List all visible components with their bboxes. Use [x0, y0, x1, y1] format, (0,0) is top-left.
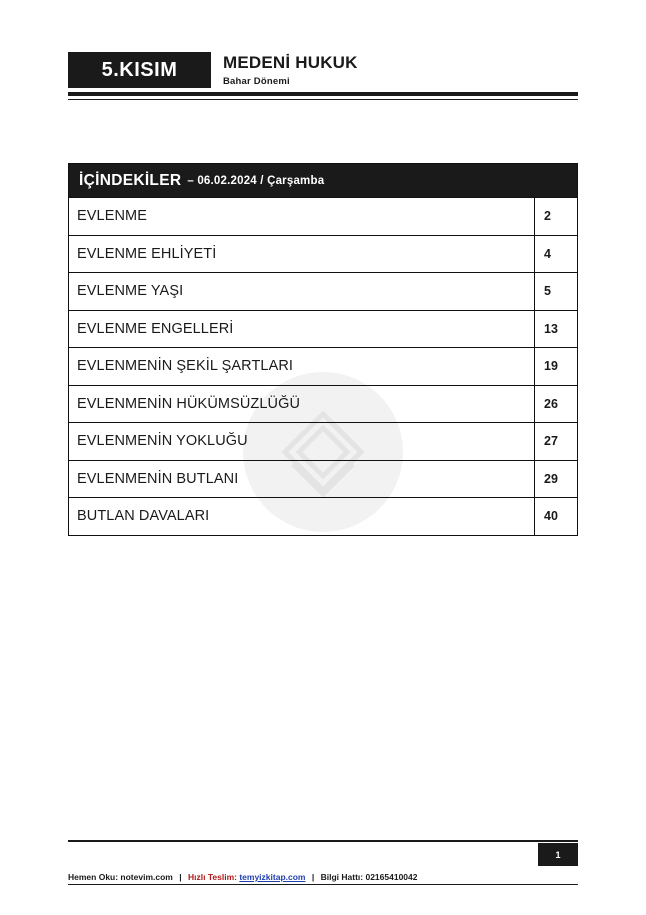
toc-entry-page: 19	[534, 348, 577, 385]
toc-entry-page: 2	[534, 198, 577, 235]
page-header	[68, 52, 578, 104]
toc-entry-page: 4	[534, 236, 577, 273]
table-row[interactable]	[69, 460, 577, 498]
footer-bottom-rule	[68, 884, 578, 885]
toc-entry-page: 26	[534, 386, 577, 423]
footer-delivery-link[interactable]: temyizkitap.com	[239, 872, 306, 882]
toc-entry-title: EVLENME	[77, 208, 147, 225]
footer-rule	[68, 840, 578, 842]
page-title: MEDENİ HUKUK	[223, 53, 358, 72]
table-row[interactable]	[69, 347, 577, 385]
footer-read-label: Hemen Oku: notevim.com	[68, 872, 173, 882]
table-row[interactable]	[69, 197, 577, 235]
page-number-badge: 1	[538, 843, 578, 866]
toc-entry-page: 40	[534, 498, 577, 535]
header-rule-thin	[68, 99, 578, 100]
table-of-contents	[68, 163, 578, 536]
toc-entry-title: EVLENME EHLİYETİ	[77, 245, 217, 262]
table-row[interactable]	[69, 497, 577, 535]
table-row[interactable]	[69, 272, 577, 310]
table-row[interactable]	[69, 385, 577, 423]
toc-header	[69, 164, 577, 197]
footer-separator-1: |	[179, 872, 182, 882]
toc-entry-title: EVLENMENİN YOKLUĞU	[77, 433, 248, 450]
toc-entry-page: 27	[534, 423, 577, 460]
toc-entry-title: EVLENMENİN HÜKÜMSÜZLÜĞÜ	[77, 395, 301, 412]
toc-date: – 06.02.2024 / Çarşamba	[187, 174, 325, 187]
header-rule-thick	[68, 92, 578, 96]
header-title-group	[223, 54, 358, 87]
section-badge: 5.KISIM	[68, 52, 211, 88]
footer-info-label: Bilgi Hattı: 02165410042	[320, 872, 418, 882]
toc-entry-page: 5	[534, 273, 577, 310]
table-row[interactable]	[69, 310, 577, 348]
toc-heading: İÇİNDEKİLER	[79, 171, 182, 189]
footer-contact-line	[68, 872, 578, 882]
toc-entry-title: EVLENMENİN ŞEKİL ŞARTLARI	[77, 358, 294, 375]
footer-separator-2: |	[311, 872, 315, 882]
table-row[interactable]	[69, 422, 577, 460]
toc-entry-page: 13	[534, 311, 577, 348]
toc-entry-title: EVLENME ENGELLERİ	[77, 320, 234, 337]
toc-entry-page: 29	[534, 461, 577, 498]
table-row[interactable]	[69, 235, 577, 273]
toc-entry-title: EVLENME YAŞI	[77, 283, 184, 300]
toc-entry-title: EVLENMENİN BUTLANI	[77, 470, 239, 487]
footer-delivery-label: Hızlı Teslim:	[188, 872, 237, 882]
toc-entry-title: BUTLAN DAVALARI	[77, 508, 210, 525]
page-subtitle: Bahar Dönemi	[223, 76, 290, 87]
